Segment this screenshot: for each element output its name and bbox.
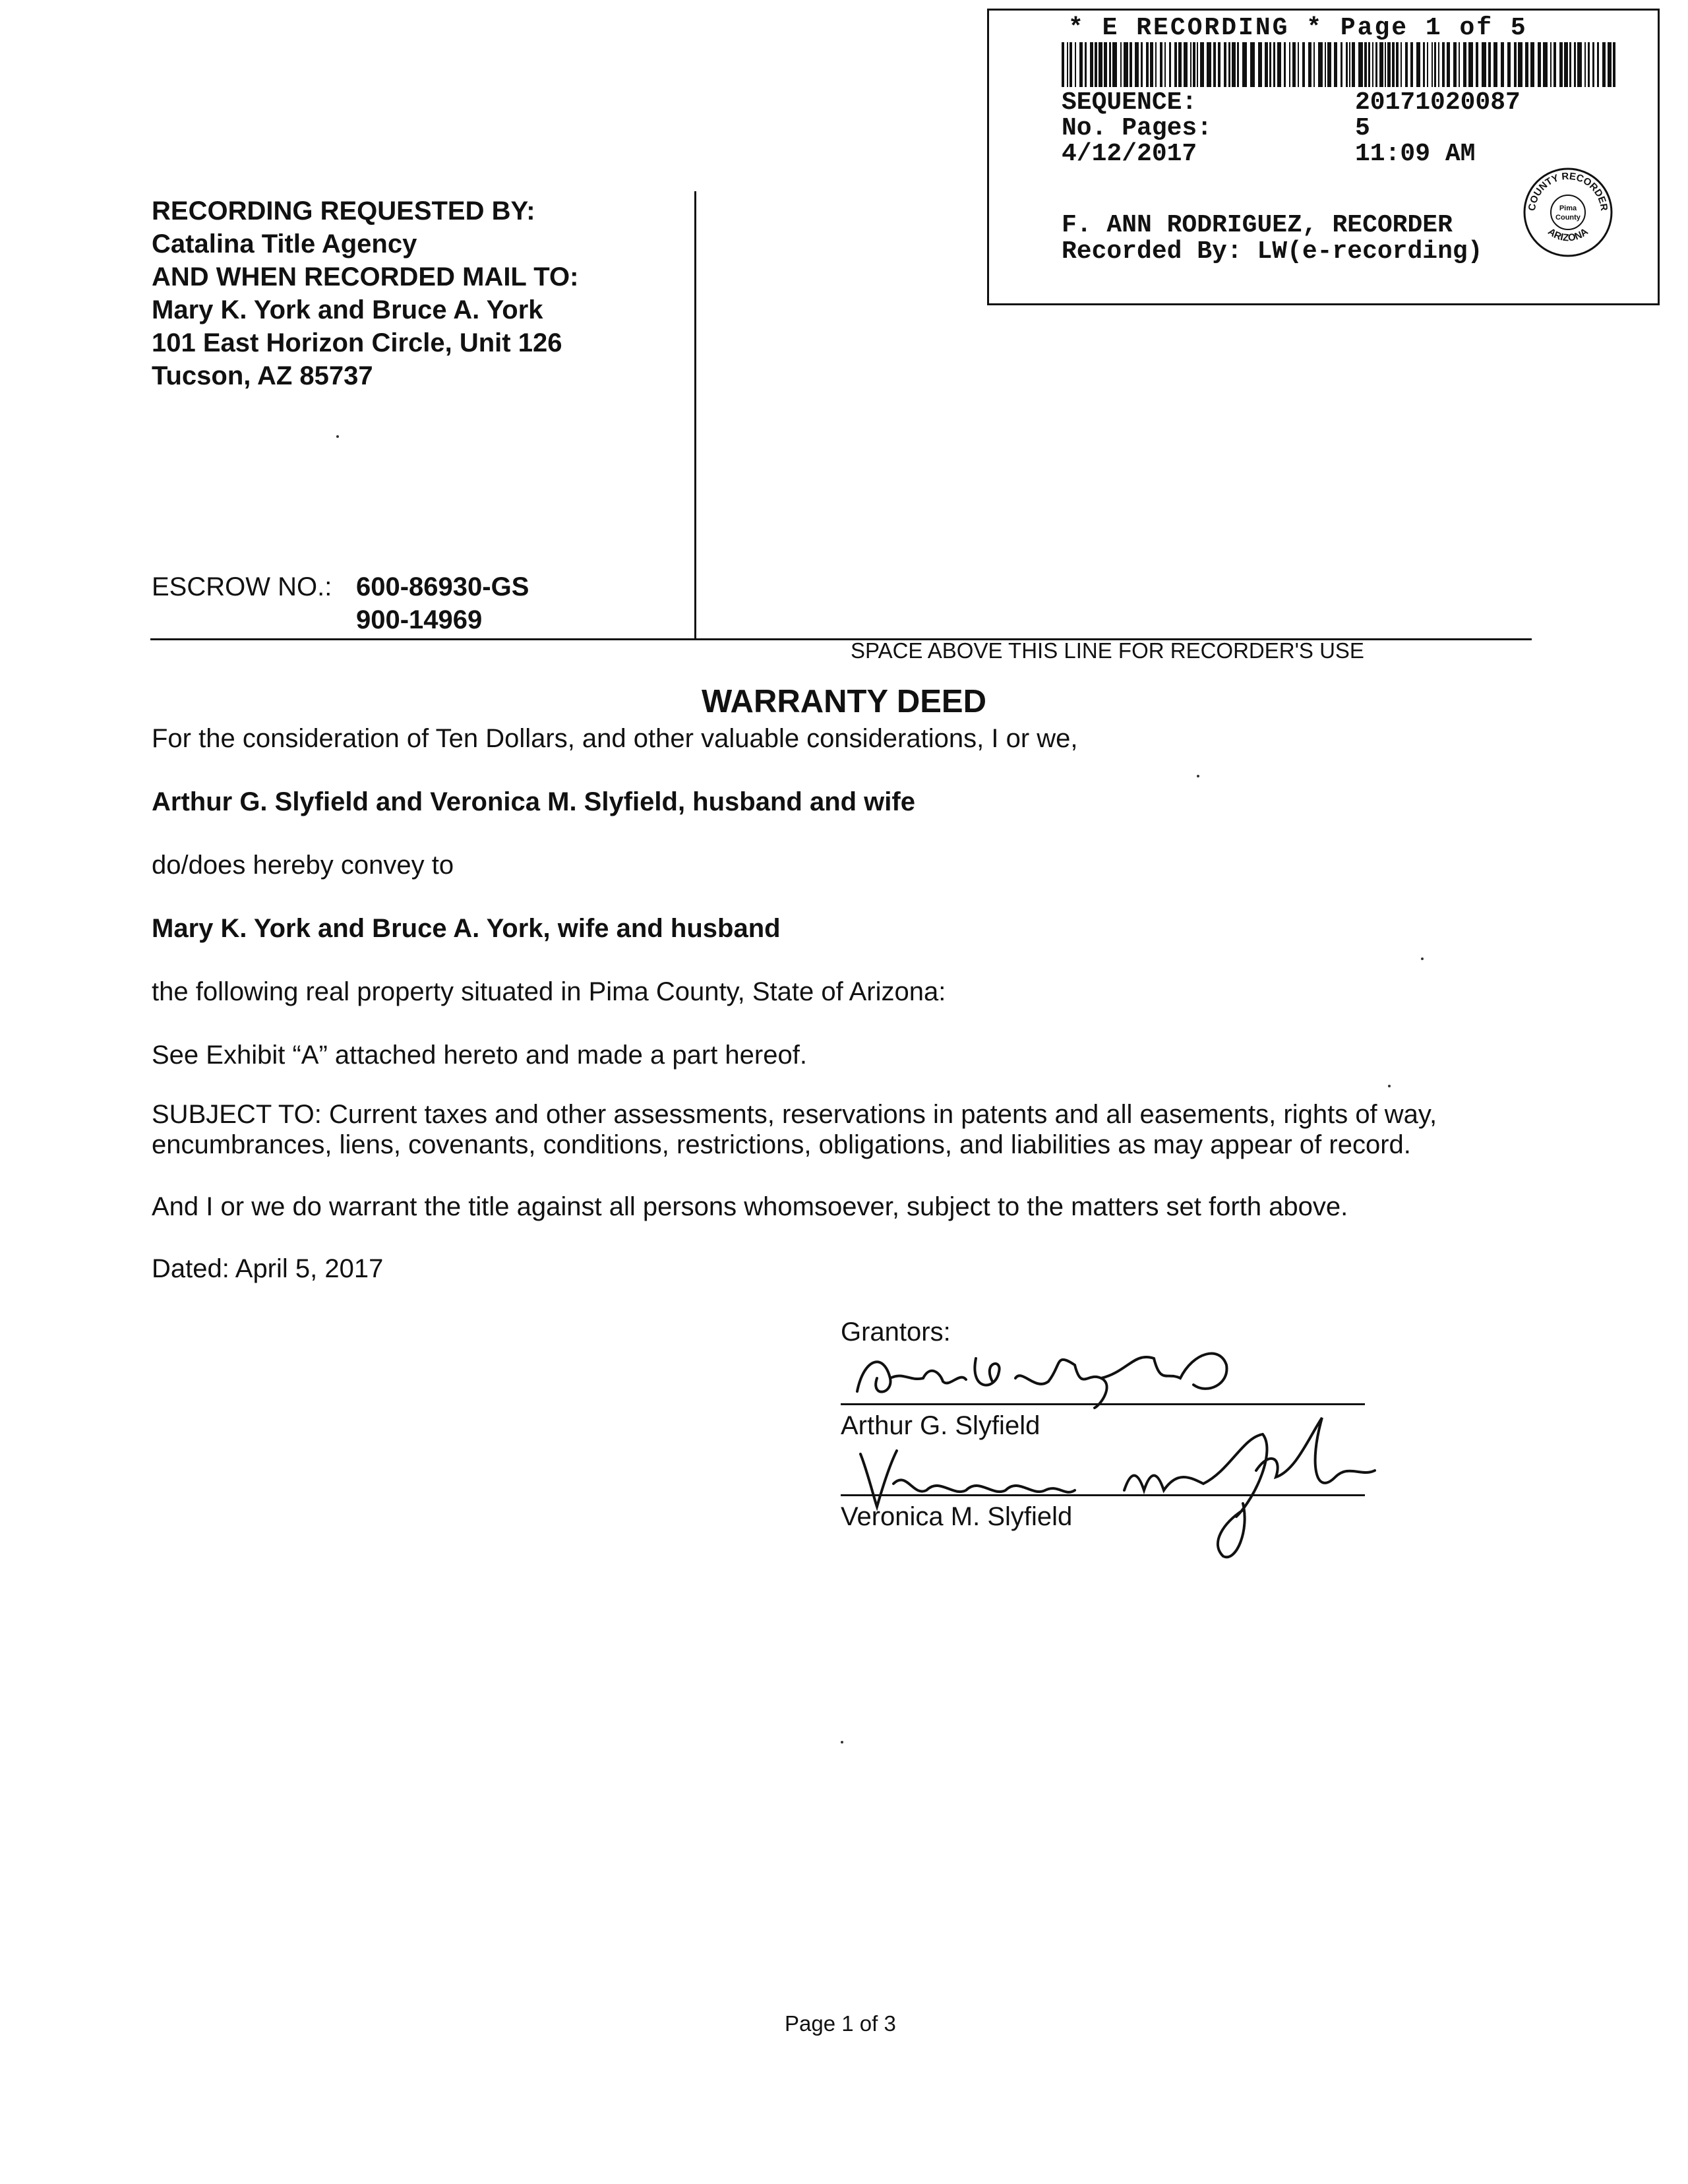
escrow-number-1: 600-86930-GS <box>356 572 529 601</box>
dated-text: Dated: April 5, 2017 <box>152 1254 384 1283</box>
barcode-bar <box>1095 42 1097 87</box>
barcode-bar <box>1174 42 1177 87</box>
barcode-bar <box>1265 42 1268 87</box>
barcode-bar <box>1432 42 1433 87</box>
barcode-bar <box>1341 42 1342 87</box>
barcode-bar <box>1476 42 1478 87</box>
barcode-bar <box>1447 42 1450 87</box>
barcode-bar <box>1318 42 1323 87</box>
barcode-bar <box>1507 42 1511 87</box>
recording-header: * E RECORDING * Page 1 of 5 <box>1068 14 1528 42</box>
barcode-bar <box>1207 42 1211 87</box>
barcode-bar <box>1530 42 1534 87</box>
barcode-bar <box>1155 42 1157 87</box>
barcode-bar <box>1352 42 1355 87</box>
barcode-bar <box>1070 42 1072 87</box>
barcode-bar <box>1588 42 1590 87</box>
svg-text:ARIZONA: ARIZONA <box>1546 226 1590 244</box>
barcode-bar <box>1423 42 1425 87</box>
signature-veronica <box>847 1398 1395 1569</box>
barcode-bar <box>1218 42 1221 87</box>
recording-time: 11:09 AM <box>1355 140 1476 168</box>
barcode-bar <box>1109 42 1111 87</box>
barcode-bar <box>1577 42 1582 87</box>
page-footer: Page 1 of 3 <box>785 2011 896 2036</box>
barcode-bar <box>1169 42 1171 87</box>
grantees-names: Mary K. York and Bruce A. York, wife and husband <box>152 914 781 943</box>
barcode-bar <box>1141 42 1143 87</box>
signature-line-2 <box>841 1494 1365 1496</box>
barcode-bar <box>1232 42 1236 87</box>
svg-text:County: County <box>1555 214 1581 222</box>
requested-by-agency: Catalina Title Agency <box>152 229 417 258</box>
recording-stamp-box <box>987 9 1660 305</box>
barcode-bar <box>1237 42 1239 87</box>
scan-speck <box>1421 957 1424 960</box>
recording-address-block <box>152 195 578 392</box>
recording-date: 4/12/2017 <box>1062 140 1197 168</box>
barcode-bar <box>1459 42 1460 87</box>
barcode-bar <box>1501 42 1504 87</box>
barcode-bar <box>1284 42 1286 87</box>
barcode-bar <box>1228 42 1230 87</box>
barcode-bar <box>1379 42 1383 87</box>
barcode-bar <box>1184 42 1188 87</box>
barcode-bar <box>1442 42 1445 87</box>
barcode-bar <box>1538 42 1541 87</box>
escrow-number-2: 900-14969 <box>356 605 483 634</box>
barcode-bar <box>1584 42 1586 87</box>
barcode-bar <box>1124 42 1128 87</box>
barcode-bar <box>1468 42 1473 87</box>
barcode-bar <box>1160 42 1162 87</box>
sequence-label: SEQUENCE: <box>1062 88 1197 117</box>
barcode-bar <box>1559 42 1563 87</box>
barcode-bar <box>1597 42 1599 87</box>
barcode-bar <box>1375 42 1377 87</box>
barcode-bar <box>1453 42 1457 87</box>
barcode-bar <box>1325 42 1326 87</box>
barcode-bar <box>1349 42 1350 87</box>
consideration-text: For the consideration of Ten Dollars, and other valuable considerations, I or we, <box>152 724 1078 753</box>
recorder-name: F. ANN RODRIGUEZ, RECORDER <box>1062 211 1453 239</box>
barcode-bar <box>1592 42 1594 87</box>
signer-2-name: Veronica M. Slyfield <box>841 1502 1073 1531</box>
svg-text:Pima: Pima <box>1559 204 1577 212</box>
mail-to-city: Tucson, AZ 85737 <box>152 361 373 390</box>
barcode-bar <box>1308 42 1311 87</box>
mail-to-names: Mary K. York and Bruce A. York <box>152 295 543 324</box>
barcode-bar <box>1427 42 1428 87</box>
barcode-bar <box>1099 42 1102 87</box>
barcode-bar <box>1258 42 1262 87</box>
barcode-bar <box>1190 42 1191 87</box>
barcode-bar <box>1392 42 1395 87</box>
recorded-by: Recorded By: LW(e-recording) <box>1062 237 1483 266</box>
barcode-bar <box>1410 42 1413 87</box>
barcode-bar <box>1178 42 1182 87</box>
subject-to-line-1: SUBJECT TO: Current taxes and other assessments, reservations in patents and all easements, rights of way, <box>152 1100 1437 1129</box>
svg-text:COUNTY RECORDER: COUNTY RECORDER <box>1526 170 1610 212</box>
barcode-bar <box>1564 42 1568 87</box>
grantors-names: Arthur G. Slyfield and Veronica M. Slyfield, husband and wife <box>152 787 915 816</box>
document-title: WARRANTY DEED <box>702 684 986 719</box>
barcode-bar <box>1385 42 1386 87</box>
subject-to-line-2: encumbrances, liens, covenants, conditions, restrictions, obligations, and liabilities as may appear of record. <box>152 1130 1411 1159</box>
county-seal-icon <box>1522 166 1614 258</box>
barcode-bar <box>1518 42 1522 87</box>
barcode-bar <box>1164 42 1166 87</box>
barcode-bar <box>1130 42 1132 87</box>
barcode-bar <box>1372 42 1373 87</box>
barcode-bar <box>1613 42 1615 87</box>
barcode-bar <box>1525 42 1528 87</box>
barcode-bar <box>1387 42 1391 87</box>
signer-1-name: Arthur G. Slyfield <box>841 1411 1040 1440</box>
barcode-bar <box>1608 42 1612 87</box>
mail-to-street: 101 East Horizon Circle, Unit 126 <box>152 328 562 357</box>
barcode-bar <box>1289 42 1290 87</box>
barcode-bar <box>1146 42 1149 87</box>
barcode-bar <box>1602 42 1606 87</box>
barcode-bar <box>1569 42 1571 87</box>
barcode-bar <box>1062 42 1064 87</box>
exhibit-text: See Exhibit “A” attached hereto and made a part hereof. <box>152 1041 807 1070</box>
scan-speck <box>1197 775 1199 777</box>
barcode-bar <box>1150 42 1153 87</box>
barcode-bar <box>1405 42 1408 87</box>
scan-speck <box>336 435 339 438</box>
barcode-bar <box>1224 42 1226 87</box>
barcode-bar <box>1213 42 1216 87</box>
grantors-label: Grantors: <box>841 1318 951 1347</box>
barcode-icon <box>1062 42 1615 87</box>
barcode-bar <box>1358 42 1363 87</box>
barcode-bar <box>1302 42 1305 87</box>
barcode-bar <box>1298 42 1299 87</box>
escrow-label: ESCROW NO.: <box>152 572 332 601</box>
barcode-bar <box>1493 42 1497 87</box>
property-text: the following real property situated in Pima County, State of Arizona: <box>152 977 946 1006</box>
barcode-bar <box>1277 42 1281 87</box>
recorder-space-note: SPACE ABOVE THIS LINE FOR RECORDER'S USE <box>851 638 1364 663</box>
barcode-bar <box>1250 42 1255 87</box>
barcode-bar <box>1368 42 1370 87</box>
barcode-bar <box>1482 42 1486 87</box>
barcode-bar <box>1075 42 1076 87</box>
barcode-bar <box>1364 42 1367 87</box>
barcode-bar <box>1488 42 1491 87</box>
barcode-bar <box>1200 42 1204 87</box>
convey-text: do/does hereby convey to <box>152 851 454 880</box>
barcode-bar <box>1438 42 1439 87</box>
barcode-bar <box>1550 42 1552 87</box>
pages-value: 5 <box>1355 114 1370 142</box>
sequence-value: 20171020087 <box>1355 88 1521 117</box>
barcode-bar <box>1273 42 1275 87</box>
barcode-bar <box>1543 42 1548 87</box>
barcode-bar <box>1514 42 1517 87</box>
mail-to-label: AND WHEN RECORDED MAIL TO: <box>152 262 579 291</box>
barcode-bar <box>1079 42 1083 87</box>
barcode-bar <box>1574 42 1576 87</box>
barcode-bar <box>1327 42 1331 87</box>
barcode-bar <box>1396 42 1399 87</box>
barcode-bar <box>1346 42 1348 87</box>
warrant-text: And I or we do warrant the title against all persons whomsoever, subject to the matters set forth above. <box>152 1192 1348 1221</box>
barcode-bar <box>1292 42 1296 87</box>
scan-speck <box>1388 1085 1391 1087</box>
vertical-divider <box>694 191 696 640</box>
scan-speck <box>841 1741 843 1744</box>
barcode-bar <box>1553 42 1556 87</box>
requested-by-label: RECORDING REQUESTED BY: <box>152 197 535 226</box>
barcode-bar <box>1135 42 1139 87</box>
barcode-bar <box>1269 42 1271 87</box>
barcode-bar <box>1242 42 1247 87</box>
barcode-bar <box>1463 42 1466 87</box>
barcode-bar <box>1112 42 1117 87</box>
barcode-bar <box>1090 42 1093 87</box>
barcode-bar <box>1104 42 1107 87</box>
barcode-bar <box>1313 42 1315 87</box>
barcode-bar <box>1120 42 1122 87</box>
barcode-bar <box>1067 42 1068 87</box>
barcode-bar <box>1334 42 1337 87</box>
pages-label: No. Pages: <box>1062 114 1213 142</box>
barcode-bar <box>1434 42 1436 87</box>
barcode-bar <box>1085 42 1087 87</box>
barcode-bar <box>1197 42 1198 87</box>
barcode-bar <box>1416 42 1420 87</box>
barcode-bar <box>1193 42 1195 87</box>
barcode-bar <box>1401 42 1402 87</box>
